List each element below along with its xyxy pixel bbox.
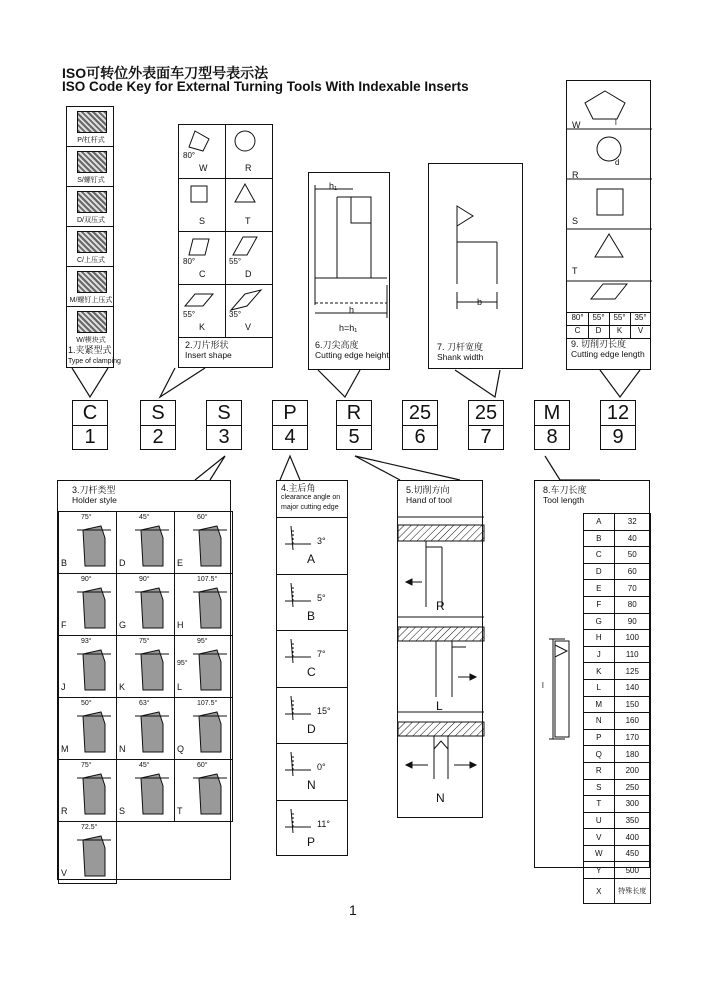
insert-shape-w (179, 125, 226, 179)
insert-letter: W (199, 163, 208, 173)
holder-letter: E (177, 558, 184, 568)
length-code: H (584, 630, 615, 647)
holder-letter: J (61, 682, 66, 692)
tool-length-caption: 8.车刀长度 Tool length (543, 485, 587, 505)
code-letter: P (272, 400, 308, 426)
holder-style-n (116, 697, 175, 760)
tool-length-table (583, 513, 651, 904)
length-value: 80 (614, 596, 650, 613)
holder-angle: 93° (81, 638, 92, 645)
insert-letter: S (199, 216, 206, 226)
insert-letter: T (245, 216, 251, 226)
table-row (584, 879, 651, 904)
insert-shape-k (179, 284, 226, 338)
clearance-p (277, 800, 347, 857)
cutting-height-panel (308, 172, 390, 370)
table-row (584, 563, 651, 580)
holder-letter: L (177, 682, 183, 692)
length-value: 160 (614, 713, 650, 730)
clearance-d (277, 687, 347, 744)
length-code: L (584, 679, 615, 696)
h-label: h (349, 305, 355, 315)
insert-angle: 80° (183, 257, 196, 266)
divider (67, 186, 113, 187)
code-position: 7 (468, 426, 504, 450)
formula-label: h=h₁ (339, 323, 358, 333)
clamping-label: W/楔块式 (76, 337, 106, 344)
clearance-angle: 7° (317, 649, 326, 659)
length-value: 150 (614, 696, 650, 713)
length-code: T (584, 796, 615, 813)
insert-shape-caption: 2.刀片形状 Insert shape (185, 340, 232, 360)
code-position: 4 (272, 426, 308, 450)
clamping-label: P/杠杆式 (77, 137, 105, 144)
insert-letter: C (199, 269, 206, 279)
holder-angle: 95° (197, 638, 208, 645)
hand-l-label: L (436, 699, 443, 713)
holder-style-d (116, 511, 175, 574)
table-row (584, 613, 651, 630)
clamping-label: C/上压式 (77, 257, 105, 264)
code-letter: S (206, 400, 242, 426)
clamping-icon (77, 271, 107, 293)
table-row (584, 514, 651, 531)
edge-length-caption: 9. 切削刃长度 Cutting edge length (571, 339, 645, 359)
clearance-panel (276, 480, 348, 856)
holder-letter: V (61, 868, 68, 878)
clamping-icon (77, 111, 107, 133)
length-code: V (584, 829, 615, 846)
length-value: 300 (614, 796, 650, 813)
holder-angle: 90° (139, 576, 150, 583)
cutting-height-caption: 6.刀尖高度 Cutting edge height (315, 340, 389, 360)
clearance-letter: P (307, 834, 316, 849)
clamping-type-panel (66, 106, 114, 368)
holder-style-panel (57, 480, 231, 880)
table-row (584, 812, 651, 829)
holder-style-q (174, 697, 233, 760)
table-row (584, 646, 651, 663)
table-row (584, 862, 651, 879)
edge-letter: D (588, 325, 610, 339)
length-value: 110 (614, 646, 650, 663)
table-row (584, 663, 651, 680)
code-letter: 25 (468, 400, 504, 426)
length-value: 250 (614, 779, 650, 796)
holder-style-g (116, 573, 175, 636)
length-code: J (584, 646, 615, 663)
clearance-letter: D (307, 721, 316, 736)
holder-style-caption: 3.刀杆类型 Holder style (72, 485, 117, 505)
holder-angle: 45° (139, 514, 150, 521)
length-value: 450 (614, 845, 650, 862)
tool-length-panel (534, 480, 650, 896)
table-row (584, 729, 651, 746)
holder-letter: S (119, 806, 126, 816)
table-row (584, 696, 651, 713)
length-code: E (584, 580, 615, 597)
length-value: 32 (614, 514, 650, 531)
length-value: 350 (614, 812, 650, 829)
holder-letter: D (119, 558, 126, 568)
insert-letter: R (245, 163, 252, 173)
holder-angle: 45° (139, 762, 150, 769)
table-row (584, 796, 651, 813)
code-position: 5 (336, 426, 372, 450)
insert-shape-r (225, 125, 272, 179)
clamping-label: D/双压式 (77, 217, 105, 224)
length-code: K (584, 663, 615, 680)
d-label: d (615, 158, 620, 167)
code-position: 6 (402, 426, 438, 450)
clearance-a (277, 517, 347, 574)
holder-angle: 72.5° (81, 824, 98, 831)
edge-angle: 35° (630, 312, 651, 325)
length-code: A (584, 514, 615, 531)
insert-letter: K (199, 322, 206, 332)
edge-angle: 80° (567, 312, 589, 325)
holder-angle: 75° (139, 638, 150, 645)
holder-style-b (58, 511, 117, 574)
holder-angle: 90° (81, 576, 92, 583)
holder-style-e (174, 511, 233, 574)
shank-width-caption: 7. 刀杆宽度 Shank width (437, 342, 484, 362)
length-code: P (584, 729, 615, 746)
clearance-caption: 4.主后角 clearance angle on major cutting edge (281, 483, 341, 511)
holder-angle: 107.5° (197, 576, 218, 583)
holder-letter: B (61, 558, 68, 568)
divider (67, 226, 113, 227)
table-row (584, 845, 651, 862)
divider (67, 266, 113, 267)
table-row (584, 829, 651, 846)
holder-style-t (174, 759, 233, 822)
holder-style-h (174, 573, 233, 636)
shape-r: R (572, 170, 579, 180)
holder-angle: 75° (81, 514, 92, 521)
length-value: 200 (614, 762, 650, 779)
table-row (584, 679, 651, 696)
table-row (584, 596, 651, 613)
holder-angle: 107.5° (197, 700, 218, 707)
code-letter: C (72, 400, 108, 426)
table-row (584, 762, 651, 779)
page-number: 1 (349, 902, 357, 918)
length-value: 170 (614, 729, 650, 746)
code-letter: R (336, 400, 372, 426)
length-code: Y (584, 862, 615, 879)
divider (67, 146, 113, 147)
insert-shape-t (225, 178, 272, 232)
table-row (584, 547, 651, 564)
clearance-letter: A (307, 552, 316, 566)
b-label: b (477, 297, 483, 307)
shape-s: S (572, 216, 579, 226)
length-value: 40 (614, 530, 650, 547)
holder-letter: G (119, 620, 127, 630)
edge-angle: 55° (609, 312, 631, 325)
shape-t: T (572, 266, 578, 276)
length-code: Q (584, 746, 615, 763)
code-position: 9 (600, 426, 636, 450)
table-row (584, 530, 651, 547)
holder-letter: N (119, 744, 126, 754)
code-letter: M (534, 400, 570, 426)
length-code: G (584, 613, 615, 630)
insert-angle: 55° (229, 257, 242, 266)
length-code: M (584, 696, 615, 713)
clearance-c (277, 630, 347, 687)
shank-width-diagram (429, 164, 524, 334)
clearance-angle: 11° (317, 818, 330, 829)
clamping-label: S/螺钉式 (77, 177, 105, 184)
holder-style-m (58, 697, 117, 760)
divider (67, 306, 113, 307)
table-row (584, 779, 651, 796)
holder-style-v (58, 821, 117, 884)
holder-style-r (58, 759, 117, 822)
insert-angle: 55° (183, 310, 196, 319)
hand-of-tool-panel (397, 480, 483, 818)
clamping-icon (77, 231, 107, 253)
title-chinese: ISO可转位外表面车刀型号表示法 (62, 65, 269, 81)
holder-letter: R (61, 806, 68, 816)
holder-letter: H (177, 620, 184, 630)
holder-style-l (174, 635, 233, 698)
length-value: 500 (614, 862, 650, 879)
cutting-height-diagram (309, 173, 391, 343)
tool-length-dim: l (542, 681, 544, 690)
clearance-b (277, 574, 347, 631)
length-code: N (584, 713, 615, 730)
holder-angle-2: 95° (177, 660, 188, 667)
clearance-letter: B (307, 608, 316, 623)
clamping-label: M/螺钉上压式 (69, 297, 113, 304)
length-code: R (584, 762, 615, 779)
edge-angle: 55° (588, 312, 610, 325)
clearance-angle: 5° (317, 592, 326, 603)
table-row (584, 746, 651, 763)
clamping-icon (77, 311, 107, 333)
insert-shape-panel (178, 124, 273, 368)
title-english: ISO Code Key for External Turning Tools With Indexable Inserts (62, 79, 469, 94)
length-value: 50 (614, 547, 650, 564)
length-code: W (584, 845, 615, 862)
l-label: l (615, 118, 617, 127)
insert-angle: 35° (229, 310, 242, 319)
insert-shape-s (179, 178, 226, 232)
length-code: C (584, 547, 615, 564)
clearance-letter: N (307, 778, 316, 792)
length-code: F (584, 596, 615, 613)
table-row (584, 713, 651, 730)
clearance-angle: 0° (317, 762, 326, 772)
clamping-icon (77, 191, 107, 213)
edge-letter: V (630, 325, 651, 339)
length-value: 特殊长度 (614, 879, 650, 904)
clamping-caption: 1.夹紧型式 Type of clamping (68, 345, 121, 365)
length-code: B (584, 530, 615, 547)
holder-style-s (116, 759, 175, 822)
holder-style-k (116, 635, 175, 698)
hand-diagram (398, 517, 484, 817)
length-code: S (584, 779, 615, 796)
edge-length-panel (566, 80, 651, 370)
code-position: 3 (206, 426, 242, 450)
code-letter: S (140, 400, 176, 426)
shank-width-panel (428, 163, 523, 369)
length-code: X (584, 879, 615, 904)
length-code: D (584, 563, 615, 580)
code-position: 1 (72, 426, 108, 450)
code-letter: 12 (600, 400, 636, 426)
length-value: 400 (614, 829, 650, 846)
insert-shape-c (179, 231, 226, 285)
hand-caption: 5.切削方向 Hand of tool (406, 485, 452, 505)
table-row (584, 580, 651, 597)
length-value: 60 (614, 563, 650, 580)
holder-style-j (58, 635, 117, 698)
clearance-angle: 3° (317, 536, 326, 546)
table-row (584, 630, 651, 647)
code-position: 2 (140, 426, 176, 450)
holder-letter: Q (177, 744, 185, 754)
holder-angle: 60° (197, 762, 208, 769)
clearance-n (277, 743, 347, 800)
holder-angle: 60° (197, 514, 208, 521)
hand-r-label: R (436, 599, 445, 613)
length-value: 70 (614, 580, 650, 597)
length-value: 140 (614, 679, 650, 696)
holder-letter: M (61, 744, 69, 754)
holder-letter: F (61, 620, 67, 630)
code-letter: 25 (402, 400, 438, 426)
insert-angle: 80° (183, 151, 196, 160)
edge-letter: K (609, 325, 631, 339)
h1-label: h₁ (329, 181, 338, 191)
code-position: 8 (534, 426, 570, 450)
hand-n-label: N (436, 791, 445, 805)
length-value: 180 (614, 746, 650, 763)
holder-angle: 50° (81, 700, 92, 707)
insert-shape-d (225, 231, 272, 285)
holder-style-f (58, 573, 117, 636)
holder-angle: 75° (81, 762, 92, 769)
edge-letter: C (567, 325, 589, 339)
length-value: 125 (614, 663, 650, 680)
insert-letter: D (245, 269, 252, 279)
clamping-icon (77, 151, 107, 173)
holder-angle: 63° (139, 700, 150, 707)
tool-length-diagram (535, 631, 585, 831)
insert-shape-v (225, 284, 272, 338)
clearance-angle: 15° (317, 705, 331, 716)
edge-length-diagram (567, 81, 652, 311)
length-value: 100 (614, 630, 650, 647)
length-value: 90 (614, 613, 650, 630)
holder-letter: K (119, 682, 126, 692)
shape-w: W (572, 120, 581, 130)
insert-letter: V (245, 322, 252, 332)
holder-letter: T (177, 806, 183, 816)
clearance-letter: C (307, 665, 316, 679)
length-code: U (584, 812, 615, 829)
